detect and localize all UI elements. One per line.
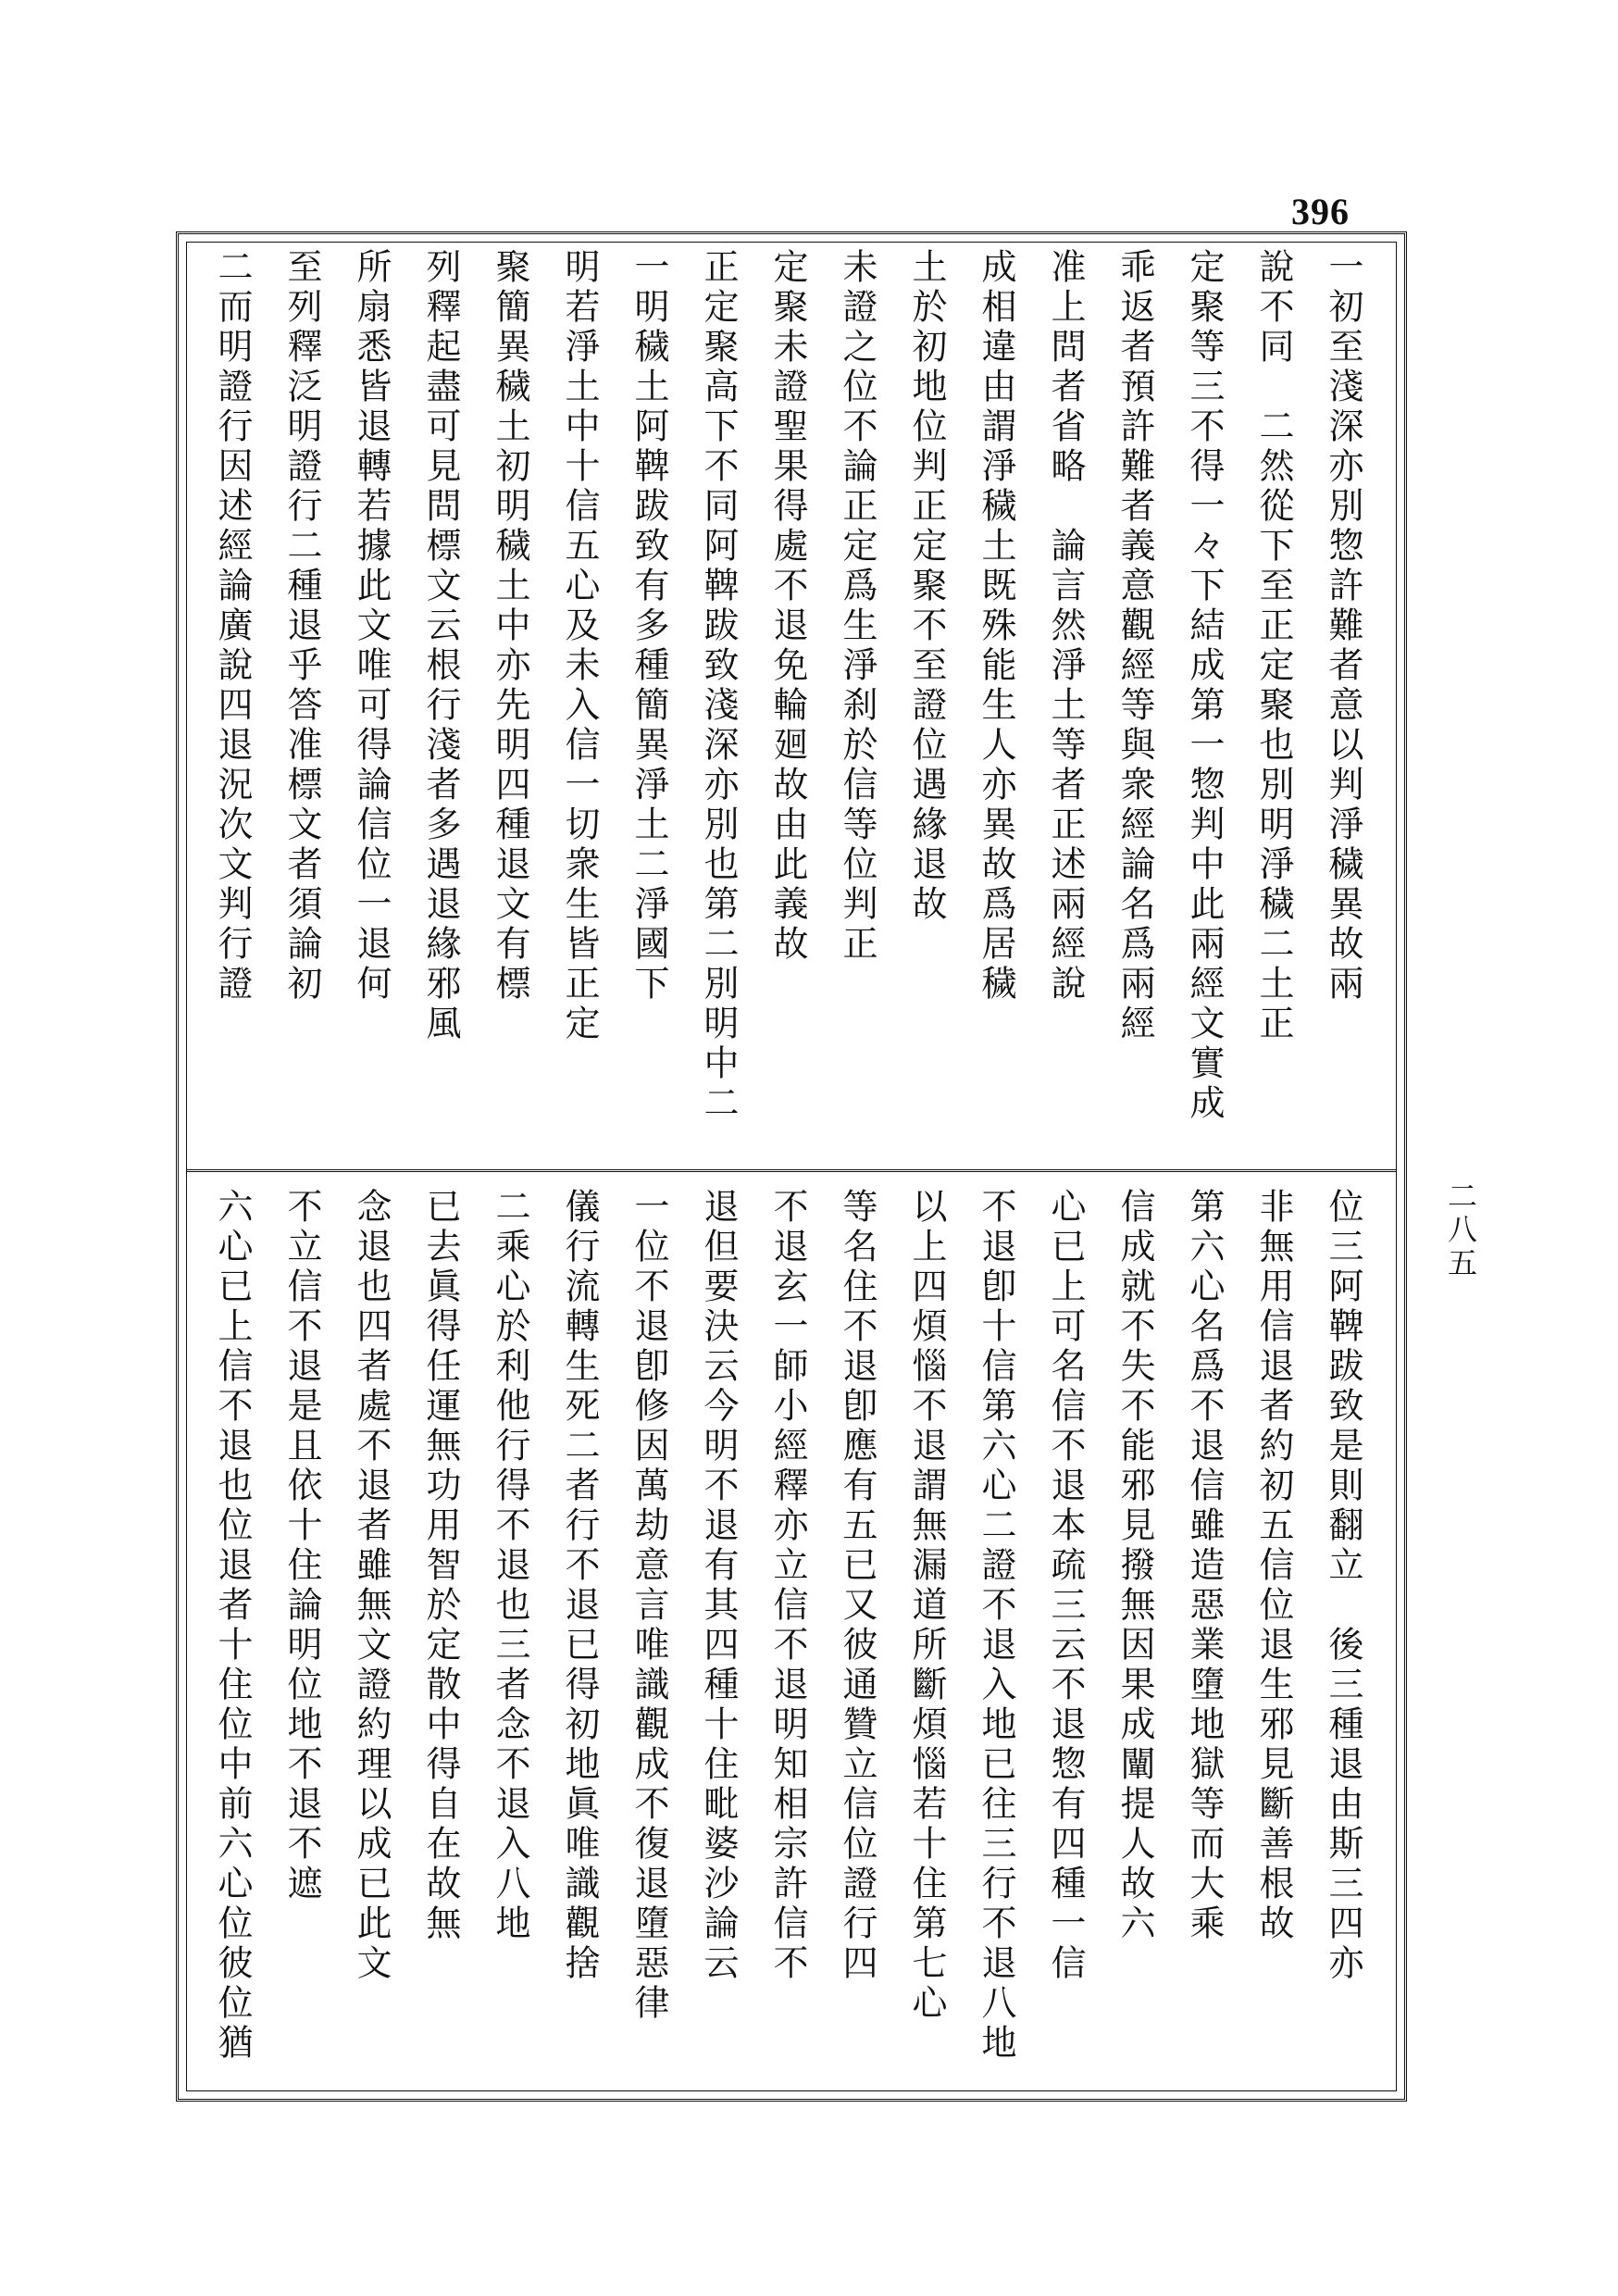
lower-column-11: 一位不退卽修因萬劫意言唯識觀成不復退墮惡律 bbox=[629, 1188, 669, 2024]
lower-column-8: 等名住不退卽應有五已又彼通贊立信位證行四 bbox=[837, 1188, 877, 1984]
upper-column-6: 成相違由謂淨穢土既殊能生人亦異故爲居穢 bbox=[976, 248, 1016, 1004]
lower-column-10: 退但要決云今明不退有其四種十住毗婆沙論云 bbox=[698, 1188, 739, 1984]
upper-column-13: 聚簡異穢土初明穢土中亦先明四種退文有標 bbox=[490, 248, 530, 1004]
lower-column-12: 儀行流轉生死二者行不退已得初地眞唯識觀捨 bbox=[559, 1188, 600, 1984]
lower-column-2: 非無用信退者約初五信位退生邪見斷善根故 bbox=[1253, 1188, 1294, 1944]
upper-column-1: 一初至淺深亦別惣許難者意以判淨穢異故兩 bbox=[1323, 248, 1363, 1004]
upper-column-11: 一明穢土阿鞞跋致有多種簡異淨土二淨國下 bbox=[629, 248, 669, 1004]
upper-column-12: 明若淨土中十信五心及未入信一切衆生皆正定 bbox=[559, 248, 600, 1044]
upper-column-7: 土於初地位判正定聚不至證位遇緣退故 bbox=[906, 248, 947, 925]
lower-column-14: 已去眞得任運無功用智於定散中得自在故無 bbox=[420, 1188, 461, 1944]
upper-text-block bbox=[202, 248, 1377, 1160]
upper-column-2: 說不同 二然從下至正定聚也別明淨穢二土正 bbox=[1253, 248, 1294, 1044]
lower-column-16: 不立信不退是且依十住論明位地不退不遮 bbox=[281, 1188, 322, 1904]
section-divider bbox=[186, 1169, 1397, 1172]
lower-column-15: 念退也四者處不退者雖無文證約理以成已此文 bbox=[351, 1188, 392, 1984]
upper-column-8: 未證之位不論正定爲生淨刹於信等位判正 bbox=[837, 248, 877, 965]
upper-column-15: 所扇悉皆退轉若據此文唯可得論信位一退何 bbox=[351, 248, 392, 1004]
upper-column-5: 准上問者省略 論言然淨土等者正述兩經說 bbox=[1045, 248, 1086, 1004]
upper-column-9: 定聚未證聖果得處不退免輪廻故由此義故 bbox=[767, 248, 808, 965]
lower-column-4: 信成就不失不能邪見撥無因果成闡提人故六 bbox=[1114, 1188, 1155, 1944]
upper-column-17: 二而明證行因述經論廣說四退況次文判行證 bbox=[212, 248, 253, 1004]
upper-column-14: 列釋起盡可見問標文云根行淺者多遇退緣邪風 bbox=[420, 248, 461, 1044]
lower-column-17: 六心已上信不退也位退者十住位中前六心位彼位猶 bbox=[212, 1188, 253, 2064]
lower-column-7: 以上四煩惱不退謂無漏道所斷煩惱若十住第七心 bbox=[906, 1188, 947, 2024]
lower-column-1: 位三阿鞞跋致是則翻立 後三種退由斯三四亦 bbox=[1323, 1188, 1363, 1984]
upper-column-3: 定聚等三不得一々下結成第一惣判中此兩經文實成 bbox=[1184, 248, 1225, 1124]
lower-column-9: 不退玄一師小經釋亦立信不退明知相宗許信不 bbox=[767, 1188, 808, 1984]
side-folio: 二八五 bbox=[1443, 1180, 1478, 1280]
lower-column-5: 心已上可名信不退本疏三云不退惣有四種一信 bbox=[1045, 1188, 1086, 1984]
lower-column-6: 不退卽十信第六心二證不退入地已往三行不退八地 bbox=[976, 1188, 1016, 2064]
upper-column-16: 至列釋泛明證行二種退乎答准標文者須論初 bbox=[281, 248, 322, 1004]
lower-text-block bbox=[202, 1188, 1377, 2077]
upper-column-4: 乖返者預許難者義意觀經等與衆經論名爲兩經 bbox=[1114, 248, 1155, 1044]
lower-column-3: 第六心名爲不退信雖造惡業墮地獄等而大乘 bbox=[1184, 1188, 1225, 1944]
lower-column-13: 二乘心於利他行得不退也三者念不退入八地 bbox=[490, 1188, 530, 1944]
upper-column-10: 正定聚高下不同阿鞞跋致淺深亦別也第二別明中二 bbox=[698, 248, 739, 1124]
page-number: 396 bbox=[1291, 191, 1350, 232]
